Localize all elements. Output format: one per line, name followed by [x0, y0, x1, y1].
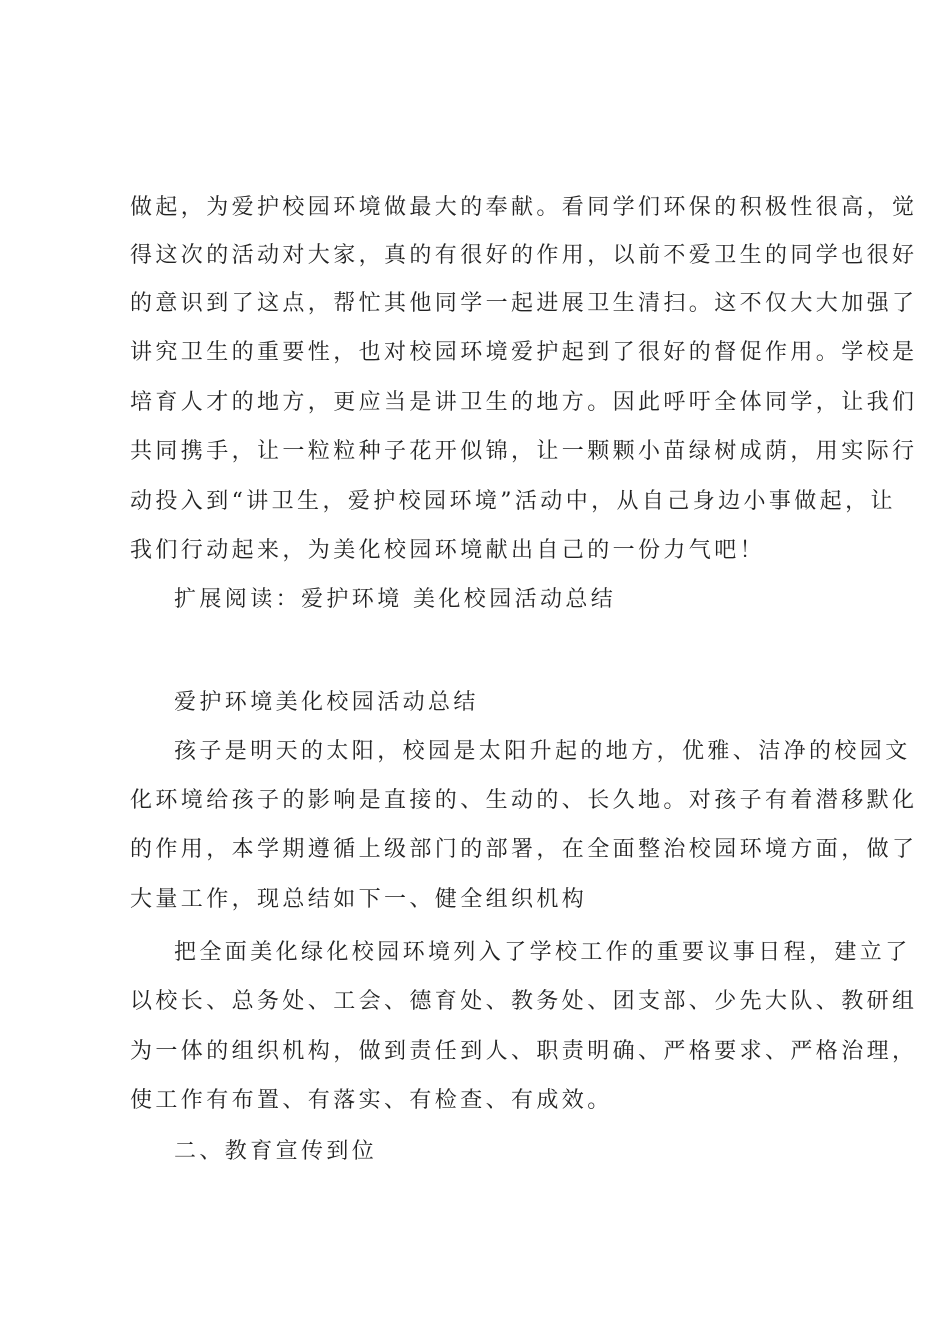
extended-reading-line: 扩展阅读：爱护环境 美化校园活动总结	[174, 587, 617, 612]
section-heading: 二、教育宣传到位	[174, 1139, 378, 1164]
body-text-line: 动投入到“讲卫生，爱护校园环境”活动中，从自己身边小事做起，让	[130, 489, 896, 514]
body-text-line: 的意识到了这点，帮忙其他同学一起进展卫生清扫。这不仅大大加强了	[130, 291, 918, 316]
body-text-line: 做起，为爱护校园环境做最大的奉献。看同学们环保的积极性很高，觉	[130, 195, 918, 220]
body-text-line: 为一体的组织机构，做到责任到人、职责明确、严格要求、严格治理，	[130, 1039, 918, 1064]
body-text-line: 以校长、总务处、工会、德育处、教务处、团支部、少先大队、教研组	[130, 989, 918, 1014]
body-text-line: 培育人才的地方，更应当是讲卫生的地方。因此呼吁全体同学，让我们	[130, 390, 918, 415]
body-text-line: 我们行动起来，为美化校园环境献出自己的一份力气吧！	[130, 538, 766, 563]
body-text-line: 讲究卫生的重要性，也对校园环境爱护起到了很好的督促作用。学校是	[130, 340, 918, 365]
body-text-line: 孩子是明天的太阳，校园是太阳升起的地方，优雅、洁净的校园文	[174, 739, 911, 764]
body-text-line: 的作用，本学期遵循上级部门的部署，在全面整治校园环境方面，做了	[130, 837, 918, 862]
body-text-line: 把全面美化绿化校园环境列入了学校工作的重要议事日程，建立了	[174, 940, 911, 965]
body-text-line: 使工作有布置、有落实、有检查、有成效。	[130, 1088, 613, 1113]
body-text-line: 得这次的活动对大家，真的有很好的作用，以前不爱卫生的同学也很好	[130, 243, 918, 268]
section-title: 爱护环境美化校园活动总结	[174, 690, 479, 715]
body-text-line: 共同携手，让一粒粒种子花开似锦，让一颗颗小苗绿树成荫，用实际行	[130, 439, 918, 464]
body-text-line: 大量工作，现总结如下一、健全组织机构	[130, 887, 588, 912]
body-text-line: 化环境给孩子的影响是直接的、生动的、长久地。对孩子有着潜移默化	[130, 788, 918, 813]
